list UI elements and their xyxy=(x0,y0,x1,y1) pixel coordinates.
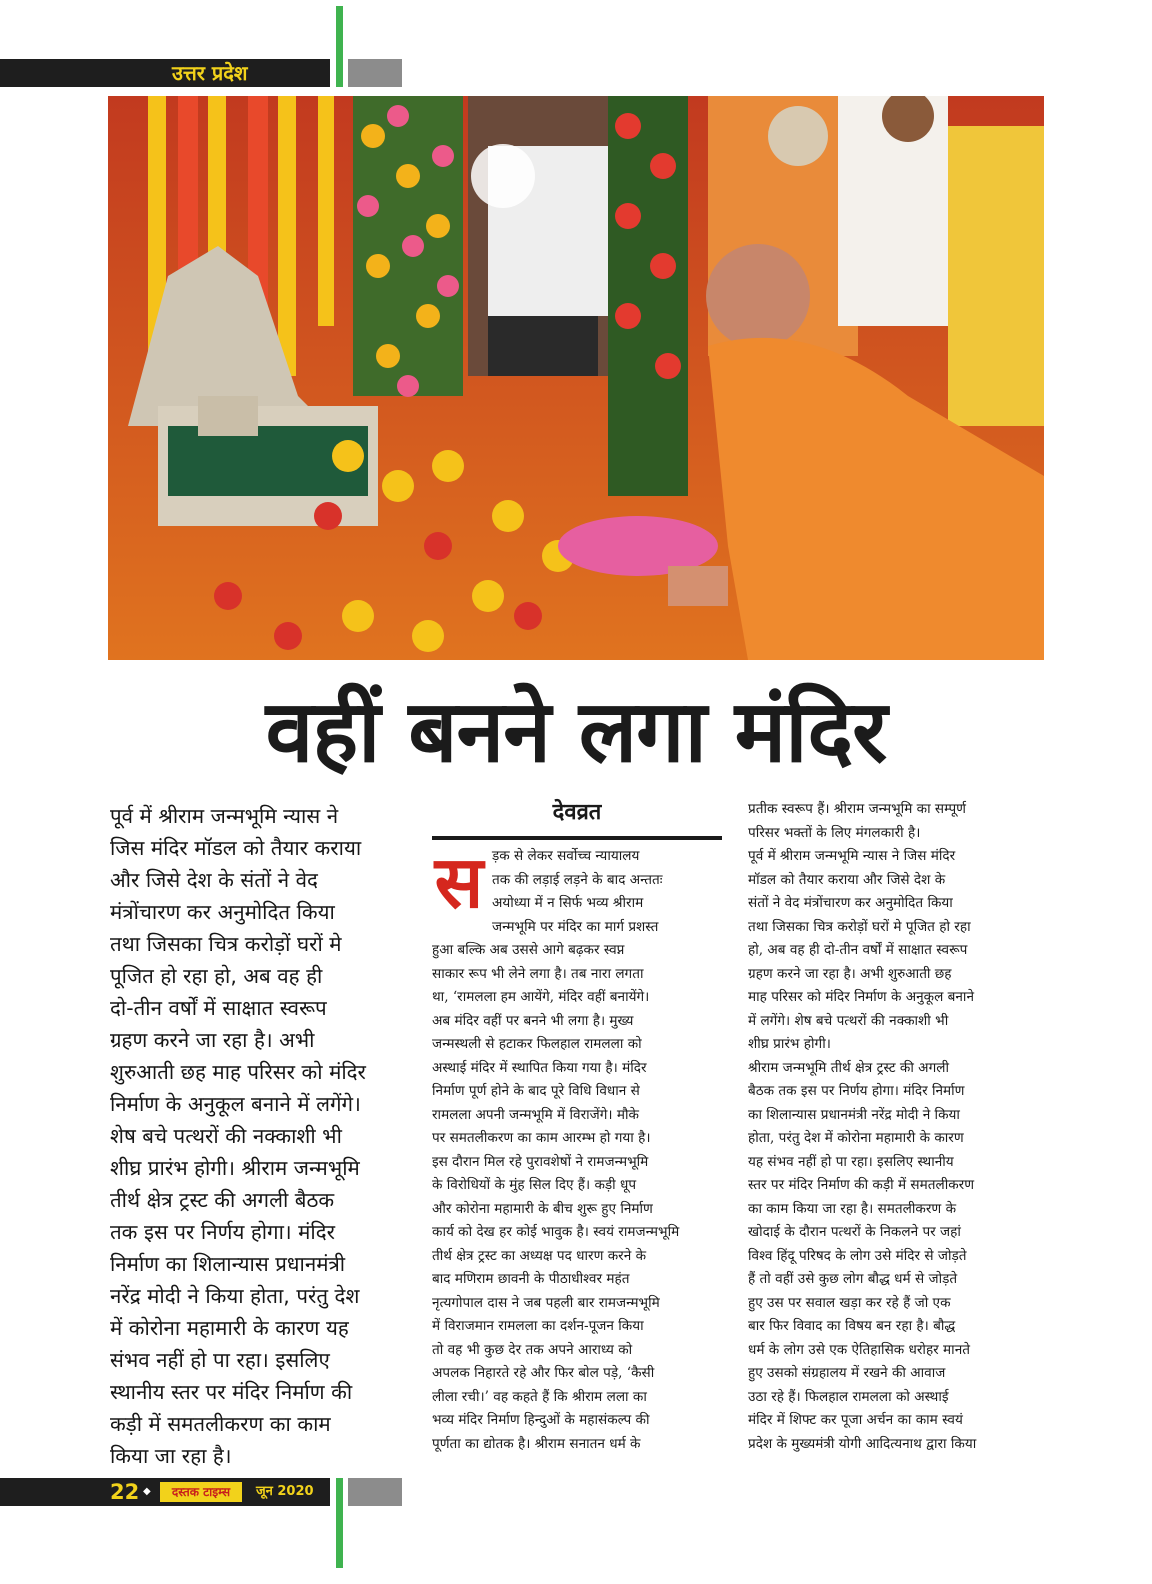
article-middle-intro: ड़क से लेकर सर्वोच्च न्यायालय तक की लड़ाई लड़ने के बाद अन्ततः अयोध्या में न सिर्फ भव्य श्रीराम जन्मभूमि पर मंदिर का मार्ग प्रशस्त xyxy=(492,848,663,935)
article-middle-column: हुआ बल्कि अब उससे आगे बढ़कर स्वप्न साकार रूप भी लेने लगा है। तब नारा लगता था, ‘रामलला हम आयेंगे, मंदिर वहीं बनायेंगे। अब मंदिर वहीं पर बनने भी लगा है। मुख्य जन्मस्थली से हटाकर फिलहाल रामलला को अस्थाई मंदिर में स्थापित किया गया है। मंदिर निर्माण पूर्ण होने के बाद पूरे विधि विधान से रामलला अपनी जन्मभूमि में विराजेंगे। मौके पर समतलीकरण का काम आरम्भ हो गया है। इस दौरान मिल रहे पुरावशेषों ने रामजन्मभूमि के विरोधियों के मुंह सिल दिए हैं। कड़ी धूप और कोरोना महामारी के बीच शुरू हुए निर्माण कार्य को देख हर कोई भावुक है। स्वयं रामजन्मभूमि तीर्थ क्षेत्र ट्रस्ट का अध्यक्ष पद धारण करने के बाद मणिराम छावनी के पीठाधीश्वर महंत नृत्यगोपाल दास ने जब पहली बार रामजन्मभूमि में विराजमान रामलला का दर्शन-पूजन किया तो वह भी कुछ देर तक अपने आराध्य को अपलक निहारते रहे और फिर बोल पड़े, ‘कैसी लीला रची।’ वह कहते हैं कि श्रीराम लला का भव्य मंदिर निर्माण हिन्दुओं के महासंकल्प की पूर्णता का द्योतक है। श्रीराम सनातन धर्म के xyxy=(432,942,680,1452)
header-green-accent xyxy=(336,6,343,87)
article-right-column: प्रतीक स्वरूप हैं। श्रीराम जन्मभूमि का सम्पूर्ण परिसर भक्तों के लिए मंगलकारी है। पूर्व में श्रीराम जन्मभूमि न्यास ने जिस मंदिर मॉडल को तैयार कराया और जिसे देश के संतों ने वेद मंत्रोंचारण कर अनुमोदित किया तथा जिसका चित्र करोड़ों घरों मे पूजित हो रहा हो, अब वह ही दो-तीन वर्षों में साक्षात स्वरूप ग्रहण करने जा रहा है। अभी शुरुआती छह माह परिसर को मंदिर निर्माण के अनुकूल बनाने में लगेंगे। शेष बचे पत्थरों की नक्काशी भी शीघ्र प्रारंभ होगी। श्रीराम जन्मभूमि तीर्थ क्षेत्र ट्रस्ट की अगली बैठक तक इस पर निर्णय होगा। मंदिर निर्माण का शिलान्यास प्रधानमंत्री नरेंद्र मोदी ने किया होता, परंतु देश में कोरोना महामारी के कारण यह संभव नहीं हो पा रहा। इसलिए स्थानीय स्तर पर मंदिर निर्माण की कड़ी में समतलीकरण का काम किया जा रहा है। समतलीकरण के खोदाई के दौरान पत्थरों के निकलने पर जहां विश्व हिंदू परिषद के लोग उसे मंदिर से जोड़ते हैं तो वहीं उसे कुछ लोग बौद्ध धर्म से जोड़ते हुए उस पर सवाल खड़ा कर रहे हैं जो एक बार फिर विवाद का विषय बन रहा है। बौद्ध धर्म के लोग उसे एक ऐतिहासिक धरोहर मानते हुए उसको संग्रहालय में रखने की आवाज उठा रहे हैं। फिलहाल रामलला को अस्थाई मंदिर में शिफ्ट कर पूजा अर्चन का काम स्वयं प्रदेश के मुख्यमंत्री योगी आदित्यनाथ द्वारा किया xyxy=(748,801,977,1452)
section-label: उत्तर प्रदेश xyxy=(172,61,248,85)
ceremony-photo-illustration xyxy=(108,96,1044,660)
lead-text: पूर्व में श्रीराम जन्मभूमि न्यास ने जिस मंदिर मॉडल को तैयार कराया और जिसे देश के संतों ने वेद मंत्रोंचारण कर अनुमोदित किया तथा जिसका चित्र करोड़ों घरों मे पूजित हो रहा हो, अब वह ही दो-तीन वर्षों में साक्षात स्वरूप ग्रहण करने जा रहा है। अभी शुरुआती छह माह परिसर को मंदिर निर्माण के अनुकूल बनाने में लगेंगे। शेष बचे पत्थरों की नक्काशी भी शीघ्र प्रारंभ होगी। श्रीराम जन्मभूमि तीर्थ क्षेत्र ट्रस्ट की अगली बैठक तक इस पर निर्णय होगा। मंदिर निर्माण का शिलान्यास प्रधानमंत्री नरेंद्र मोदी ने किया होता, परंतु देश में कोरोना महामारी के कारण यह संभव नहीं हो पा रहा। इसलिए स्थानीय स्तर पर मंदिर निर्माण की कड़ी में समतलीकरण का काम किया जा रहा है। xyxy=(110,804,366,1468)
dropcap: स xyxy=(434,840,484,924)
byline: देवव्रत xyxy=(552,800,602,825)
header-gray-block xyxy=(348,59,402,87)
ceremony-photo xyxy=(108,96,1044,660)
footer-gray-block xyxy=(348,1478,402,1506)
issue-date: जून 2020 xyxy=(256,1484,314,1499)
footer-separator: ◆ xyxy=(143,1486,151,1497)
headline: वहीं बनने लगा मंदिर xyxy=(265,682,887,782)
page-number: 22 xyxy=(110,1480,140,1504)
footer-green-accent xyxy=(336,1478,343,1568)
section-header-bar xyxy=(0,59,330,87)
magazine-logo: दस्तक टाइम्स xyxy=(160,1482,242,1502)
